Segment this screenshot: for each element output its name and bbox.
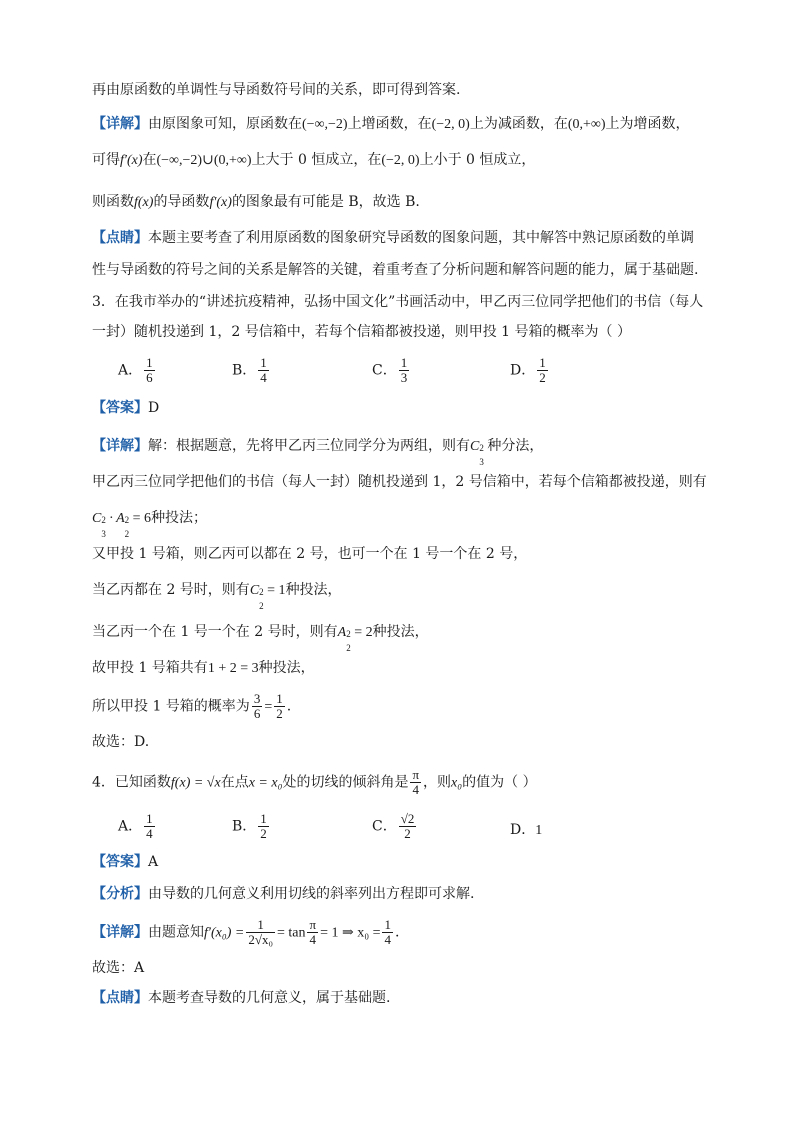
question-3: 3．在我市举办的“讲述抗疫精神，弘扬中国文化”书画活动中，甲乙丙三位同学把他们的书信（每人 — [92, 294, 704, 310]
comment-tag: 【点睛】 — [92, 990, 148, 1006]
analysis-tag: 【分析】 — [92, 886, 148, 902]
question-4: 4．已知函数f(x) = √x在点x = x₀处的切线的倾斜角是 $\frac{\pi}{4}$ ，则x₀的值为（ ） — [92, 767, 537, 797]
q3-option-d: D． $\frac{1}{2}$ — [510, 355, 546, 385]
comment-tag: 【点睛】 — [92, 230, 148, 246]
q3-option-b: B． $\frac{1}{4}$ — [232, 355, 267, 385]
detail-tag: 【详解】 — [92, 924, 148, 941]
q4-option-c: C． $\frac{√2}{2}$ — [372, 811, 415, 841]
text-line: 当乙丙都在 2 号时，则有C 2 2 = 1种投法， — [92, 582, 342, 611]
detail-line: 【详解】由原图象可知，原函数在(−∞,−2)上增函数，在(−2, 0)上为减函数，在(0,+∞)上为增函数， — [92, 116, 690, 132]
detail-tag: 【详解】 — [92, 438, 148, 454]
analysis-line: 【分析】由导数的几何意义利用切线的斜率列出方程即可求解. — [92, 886, 475, 902]
text-line: 可得f′(x)在(−∞,−2)∪(0,+∞)上大于 0 恒成立，在(−2, 0)上小于 0 恒成立， — [92, 152, 536, 168]
text-line: 则函数f(x)的导函数f′(x)的图象最有可能是 B，故选 B. — [92, 194, 420, 210]
text-line: 故甲投 1 号箱共有1 + 2 = 3种投法， — [92, 660, 315, 676]
q4-option-a: A． $\frac{1}{4}$ — [118, 811, 153, 841]
text-line: 故选：A — [92, 960, 145, 976]
text-line: 所以甲投 1 号箱的概率为 $\frac{3}{6}$ = $\frac{1}{2}$ . — [92, 691, 292, 721]
q3-option-c: C． $\frac{1}{3}$ — [372, 355, 408, 385]
q4-option-b: B． $\frac{1}{2}$ — [232, 811, 267, 841]
text-line: 性与导函数的符号之间的关系是解答的关键，着重考查了分析问题和解答问题的能力，属于基础题. — [92, 262, 699, 278]
q4-option-d: D．1 — [510, 822, 543, 838]
text-line: 一封）随机投递到 1，2 号信箱中，若每个信箱都被投递，则甲投 1 号箱的概率为（ ） — [92, 324, 631, 340]
q3-option-a: A． $\frac{1}{6}$ — [118, 355, 153, 385]
text-line: 甲乙丙三位同学把他们的书信（每人一封）随机投递到 1，2 号信箱中，若每个信箱都被投递，则有 — [92, 474, 707, 490]
answer-line: 【答案】D — [92, 400, 160, 416]
answer-tag: 【答案】 — [92, 854, 148, 870]
text-line: 又甲投 1 号箱，则乙丙可以都在 2 号，也可一个在 1 号一个在 2 号， — [92, 546, 528, 562]
answer-line: 【答案】A — [92, 854, 159, 870]
detail-line: 【详解】由题意知f′(x₀) = $\frac{1}{\text{2√x₀}}$ = tan $\frac{\pi}{4}$ = 1 ⇒ x₀ = $\frac{1}{4}$ . — [92, 917, 400, 947]
text-line: 故选：D. — [92, 734, 150, 750]
comment-line: 【点睛】本题考查导数的几何意义，属于基础题. — [92, 990, 391, 1006]
text-line: 再由原函数的单调性与导函数符号间的关系，即可得到答案. — [92, 82, 461, 98]
text-line: C 2 3 · A 2 2 = 6种投法； — [92, 510, 208, 539]
text-line: 当乙丙一个在 1 号一个在 2 号时，则有A 2 2 = 2种投法， — [92, 624, 429, 653]
comment-line: 【点睛】本题主要考查了利用原函数的图象研究导函数的图象问题，其中解答中熟记原函数的单调 — [92, 230, 694, 246]
detail-tag: 【详解】 — [92, 116, 148, 132]
answer-tag: 【答案】 — [92, 400, 148, 416]
detail-line: 【详解】解：根据题意，先将甲乙丙三位同学分为两组，则有C 2 3 种分法， — [92, 438, 544, 467]
